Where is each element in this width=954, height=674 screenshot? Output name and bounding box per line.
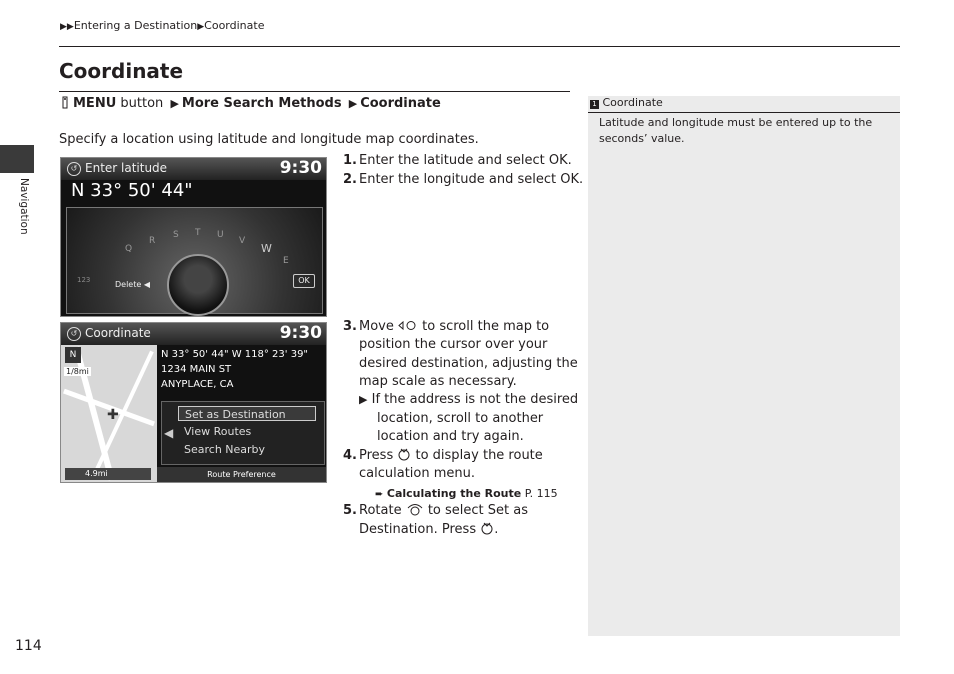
breadcrumb-item[interactable]: Coordinate [204, 19, 265, 32]
link-arrow-icon: ➨ [375, 489, 384, 500]
screen-header [61, 323, 326, 345]
back-icon: ↺ [67, 162, 81, 176]
step-number: 4. [343, 448, 357, 463]
coordinate-screen [60, 322, 327, 483]
numbers-key[interactable]: 123 [77, 276, 91, 284]
menu-label: MENU [73, 96, 117, 111]
side-note-rule [588, 112, 900, 113]
chevron-left-icon[interactable]: ◀ [164, 426, 174, 440]
map-distance: 4.9mi [65, 468, 151, 480]
step-text: Rotate to select Set as [359, 503, 528, 518]
step-text: Enter the latitude and select OK. [359, 153, 572, 168]
button-word: button [120, 96, 164, 111]
step-text: desired destination, adjusting the [359, 356, 578, 371]
page-number: 114 [15, 638, 42, 654]
menu-path [59, 96, 441, 111]
breadcrumb-arrows: ▶▶ [60, 22, 74, 32]
rotate-knob-icon [406, 503, 424, 516]
back-icon: ↺ [67, 327, 81, 341]
character-dial [66, 207, 323, 314]
breadcrumb-separator: ▶ [197, 22, 205, 32]
map-scale: 1/8mi [66, 367, 89, 376]
map-view[interactable] [61, 345, 157, 482]
dial-letter: E [283, 256, 289, 266]
route-preference-button[interactable]: Route Preference [157, 467, 326, 482]
location-info [161, 347, 308, 392]
route-menu [161, 401, 325, 465]
cross-reference-link[interactable]: ➨ Calculating the Route P. 115 [375, 487, 558, 500]
latitude-value: N 33° 50' 44" [71, 180, 193, 201]
screen-title: Enter latitude [85, 161, 168, 175]
enter-press-icon [480, 522, 494, 535]
delete-key[interactable]: Delete ◀ [115, 280, 150, 289]
step-text: Press to display the route [359, 448, 543, 463]
latitude-screen [60, 157, 327, 317]
note-icon: 1 [590, 100, 599, 109]
north-icon[interactable]: N [65, 347, 81, 363]
step-text: Move to scroll the map to [359, 319, 550, 334]
step-number: 3. [343, 319, 357, 334]
intro-text: Specify a location using latitude and longitude map coordinates. [59, 132, 479, 147]
enter-press-icon [397, 448, 411, 461]
top-rule [59, 46, 900, 47]
step-note: ▶ If the address is not the desired [359, 392, 579, 407]
arrow-icon: ▶ [348, 97, 358, 110]
search-nearby-item[interactable]: Search Nearby [184, 443, 266, 456]
step-note: location, scroll to another [377, 411, 544, 426]
dial-letter: T [195, 228, 201, 238]
screen-header [61, 158, 326, 180]
cursor-icon: ✚ [107, 407, 119, 423]
street-address: 1234 MAIN ST [161, 364, 232, 375]
title-rule [59, 91, 570, 92]
view-routes-item[interactable]: View Routes [184, 425, 252, 438]
dial-letter: Q [125, 244, 133, 254]
selector-knob-icon [167, 254, 229, 316]
step-text: Enter the longitude and select OK. [359, 172, 584, 187]
note-arrow-icon: ▶ [359, 393, 368, 406]
step-text: Destination. Press . [359, 522, 499, 537]
side-note-text: Latitude and longitude must be entered up to the seconds’ value. [599, 116, 873, 145]
clock: 9:30 [279, 323, 322, 343]
page-title: Coordinate [59, 59, 184, 83]
set-as-destination-item[interactable]: Set as Destination [178, 406, 316, 421]
map-road [92, 351, 154, 477]
dial-letter: R [149, 236, 156, 246]
step-text: map scale as necessary. [359, 374, 517, 389]
breadcrumb-item[interactable]: Entering a Destination [73, 19, 198, 32]
breadcrumb [60, 19, 264, 32]
screen-title: Coordinate [85, 326, 151, 340]
coordinates: N 33° 50' 44" W 118° 23' 39" [161, 349, 309, 360]
dial-letter: S [173, 230, 179, 240]
dial-letter: U [217, 230, 224, 240]
step-text: position the cursor over your [359, 337, 548, 352]
city: ANYPLACE, CA [161, 379, 234, 390]
dial-letter: V [239, 236, 246, 246]
section-tab [0, 145, 34, 173]
section-label: Navigation [18, 178, 30, 235]
ok-button[interactable]: OK [293, 274, 315, 288]
step-number: 2. [343, 172, 357, 187]
clock: 9:30 [279, 158, 322, 178]
step-number: 1. [343, 153, 357, 168]
side-note-heading: 1 Coordinate [588, 96, 900, 112]
menu-path-step: More Search Methods [181, 96, 342, 111]
joystick-move-icon [398, 319, 418, 332]
step-number: 5. [343, 503, 357, 518]
home-icon [59, 96, 73, 109]
step-note: location and try again. [377, 429, 524, 444]
side-note [588, 96, 900, 636]
step-text: calculation menu. [359, 466, 475, 481]
arrow-icon: ▶ [170, 97, 179, 110]
dial-letter: W [261, 242, 272, 255]
menu-path-step: Coordinate [360, 96, 441, 111]
